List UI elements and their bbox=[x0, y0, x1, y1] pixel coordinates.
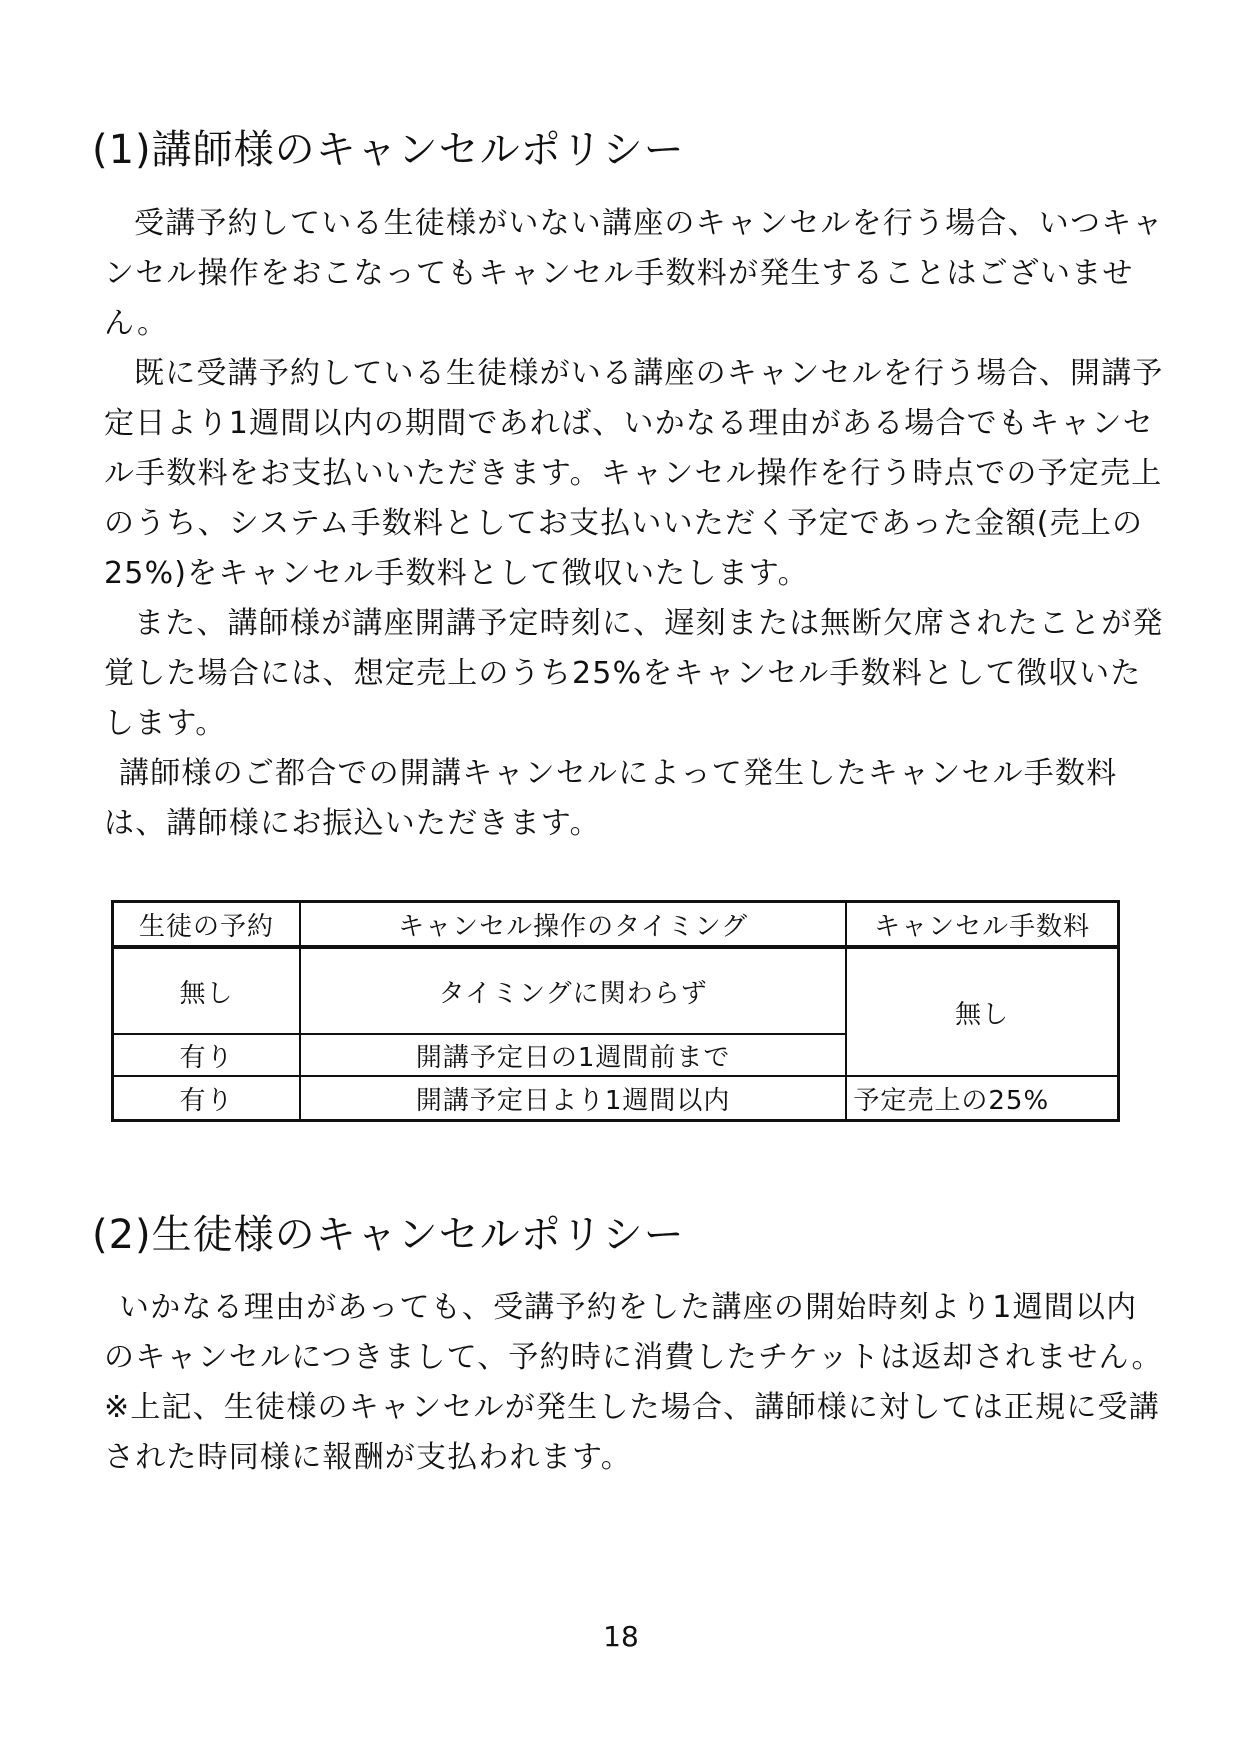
section1-body bbox=[104, 199, 1166, 849]
header-fee: キャンセル手数料 bbox=[846, 902, 1118, 948]
section1-paragraph-4: 講師様のご都合での開講キャンセルによって発生したキャンセル手数料は、講師様にお振込いただきます。 bbox=[104, 756, 1118, 841]
cell-reservation: 無し bbox=[113, 947, 300, 1034]
cell-timing: 開講予定日の1週間前まで bbox=[300, 1034, 846, 1076]
table-header-row bbox=[113, 902, 1119, 948]
cancellation-fee-table bbox=[111, 900, 1120, 1122]
header-timing: キャンセル操作のタイミング bbox=[300, 902, 846, 948]
cell-timing: タイミングに関わらず bbox=[300, 947, 846, 1034]
section2-paragraph-1: いかなる理由があっても、受講予約をした講座の開始時刻より1週間以内のキャンセルにつきまして、予約時に消費したチケットは返却されません。 bbox=[104, 1290, 1163, 1375]
section1-heading: (1)講師様のキャンセルポリシー bbox=[92, 127, 685, 173]
cell-reservation: 有り bbox=[113, 1076, 300, 1121]
section1-paragraph-2: 既に受講予約している生徒様がいる講座のキャンセルを行う場合、開講予定日より1週間以内の期間であれば、いかなる理由がある場合でもキャンセル手数料をお支払いいただきます。キャンセル操作を行う時点での予定売上のうち、システム手数料としてお支払いいただく予定であった金額(売上の25%)をキャンセル手数料として徴収いたします。 bbox=[104, 356, 1164, 591]
page-number: 18 bbox=[603, 1620, 639, 1653]
table-row bbox=[113, 1076, 1119, 1121]
section2-paragraph-2: ※上記、生徒様のキャンセルが発生した場合、講師様に対しては正規に受講された時同様に報酬が支払われます。 bbox=[104, 1390, 1160, 1475]
cell-fee: 予定売上の25% bbox=[846, 1076, 1118, 1121]
section2-body bbox=[104, 1283, 1166, 1483]
section1-paragraph-3: また、講師様が講座開講予定時刻に、遅刻または無断欠席されたことが発覚した場合には、想定売上のうち25%をキャンセル手数料として徴収いたします。 bbox=[104, 606, 1164, 741]
cell-reservation: 有り bbox=[113, 1034, 300, 1076]
cell-timing: 開講予定日より1週間以内 bbox=[300, 1076, 846, 1121]
section1-paragraph-1: 受講予約している生徒様がいない講座のキャンセルを行う場合、いつキャンセル操作をおこなってもキャンセル手数料が発生することはございません。 bbox=[104, 206, 1164, 341]
section2-heading: (2)生徒様のキャンセルポリシー bbox=[92, 1212, 685, 1258]
header-reservation: 生徒の予約 bbox=[113, 902, 300, 948]
cell-fee: 無し bbox=[846, 947, 1118, 1076]
table-row bbox=[113, 947, 1119, 1034]
